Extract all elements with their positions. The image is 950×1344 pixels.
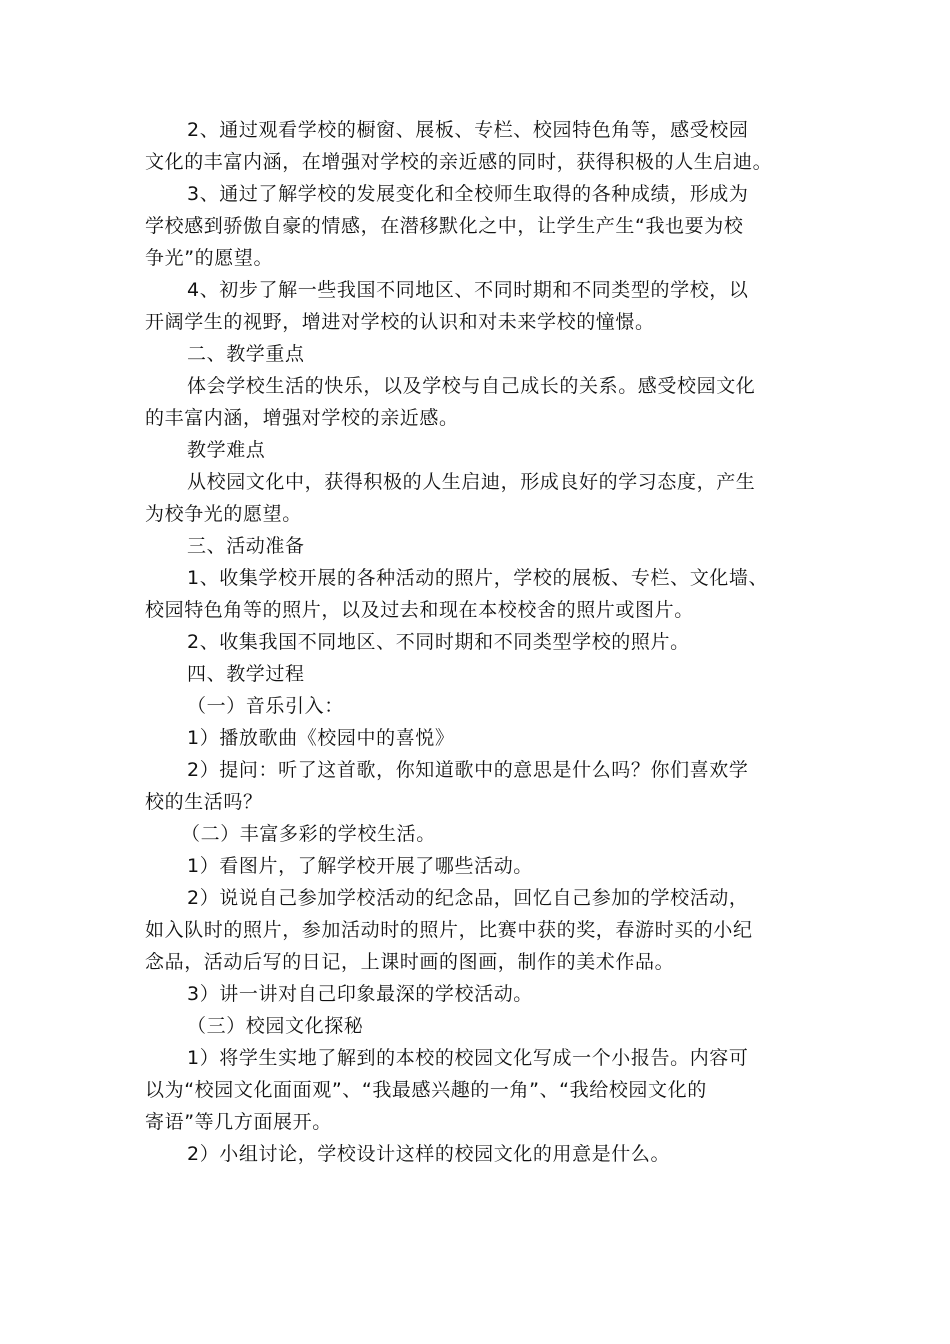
paragraph-line: 3）讲一讲对自己印象最深的学校活动。	[187, 983, 533, 1005]
paragraph-line: 1、收集学校开展的各种活动的照片，学校的展板、专栏、文化墙、	[187, 567, 769, 589]
section-heading: 四、教学过程	[187, 663, 305, 685]
section-heading: 教学难点	[187, 439, 266, 461]
paragraph-line: 校的生活吗？	[145, 791, 263, 813]
paragraph-line: 学校感到骄傲自豪的情感，在潜移默化之中，让学生产生“我也要为校	[145, 215, 744, 237]
section-heading: 二、教学重点	[187, 343, 305, 365]
paragraph-line: 争光”的愿望。	[145, 247, 274, 269]
paragraph-line: 寄语”等几方面展开。	[145, 1111, 332, 1133]
paragraph-line: 文化的丰富内涵，在增强对学校的亲近感的同时，获得积极的人生启迪。	[145, 151, 773, 173]
paragraph-line: 校园特色角等的照片，以及过去和现在本校校舍的照片或图片。	[145, 599, 694, 621]
subsection-heading: （二）丰富多彩的学校生活。	[181, 823, 436, 845]
paragraph-line: 2、收集我国不同地区、不同时期和不同类型学校的照片。	[187, 631, 690, 653]
paragraph-line: 3、通过了解学校的发展变化和全校师生取得的各种成绩，形成为	[187, 183, 749, 205]
paragraph-line: 以为“校园文化面面观”、“我最感兴趣的一角”、“我给校园文化的	[145, 1079, 707, 1101]
paragraph-line: 开阔学生的视野，增进对学校的认识和对未来学校的憧憬。	[145, 311, 655, 333]
paragraph-line: 1）看图片，了解学校开展了哪些活动。	[187, 855, 533, 877]
paragraph-line: 念品，活动后写的日记，上课时画的图画，制作的美术作品。	[145, 951, 675, 973]
paragraph-line: 2、通过观看学校的橱窗、展板、专栏、校园特色角等，感受校园	[187, 119, 749, 141]
paragraph-line: 1）将学生实地了解到的本校的校园文化写成一个小报告。内容可	[187, 1047, 749, 1069]
paragraph-line: 为校争光的愿望。	[145, 503, 302, 525]
paragraph-line: 的丰富内涵，增强对学校的亲近感。	[145, 407, 459, 429]
paragraph-line: 2）说说自己参加学校活动的纪念品，回忆自己参加的学校活动，	[187, 887, 749, 909]
paragraph-line: 如入队时的照片，参加活动时的照片，比赛中获的奖，春游时买的小纪	[145, 919, 753, 941]
subsection-heading: （一）音乐引入：	[187, 695, 344, 717]
document-body	[145, 114, 807, 1170]
paragraph-line: 从校园文化中，获得积极的人生启迪，形成良好的学习态度，产生	[187, 471, 756, 493]
subsection-heading: （三）校园文化探秘	[187, 1015, 364, 1037]
paragraph-line: 4、初步了解一些我国不同地区、不同时期和不同类型的学校，以	[187, 279, 749, 301]
paragraph-line: 2）小组讨论，学校设计这样的校园文化的用意是什么。	[187, 1143, 671, 1165]
section-heading: 三、活动准备	[187, 535, 305, 557]
paragraph-line: 1）播放歌曲《校园中的喜悦》	[187, 727, 455, 749]
paragraph-line: 2）提问：听了这首歌，你知道歌中的意思是什么吗？你们喜欢学	[187, 759, 749, 781]
paragraph-line: 体会学校生活的快乐，以及学校与自己成长的关系。感受校园文化	[187, 375, 756, 397]
